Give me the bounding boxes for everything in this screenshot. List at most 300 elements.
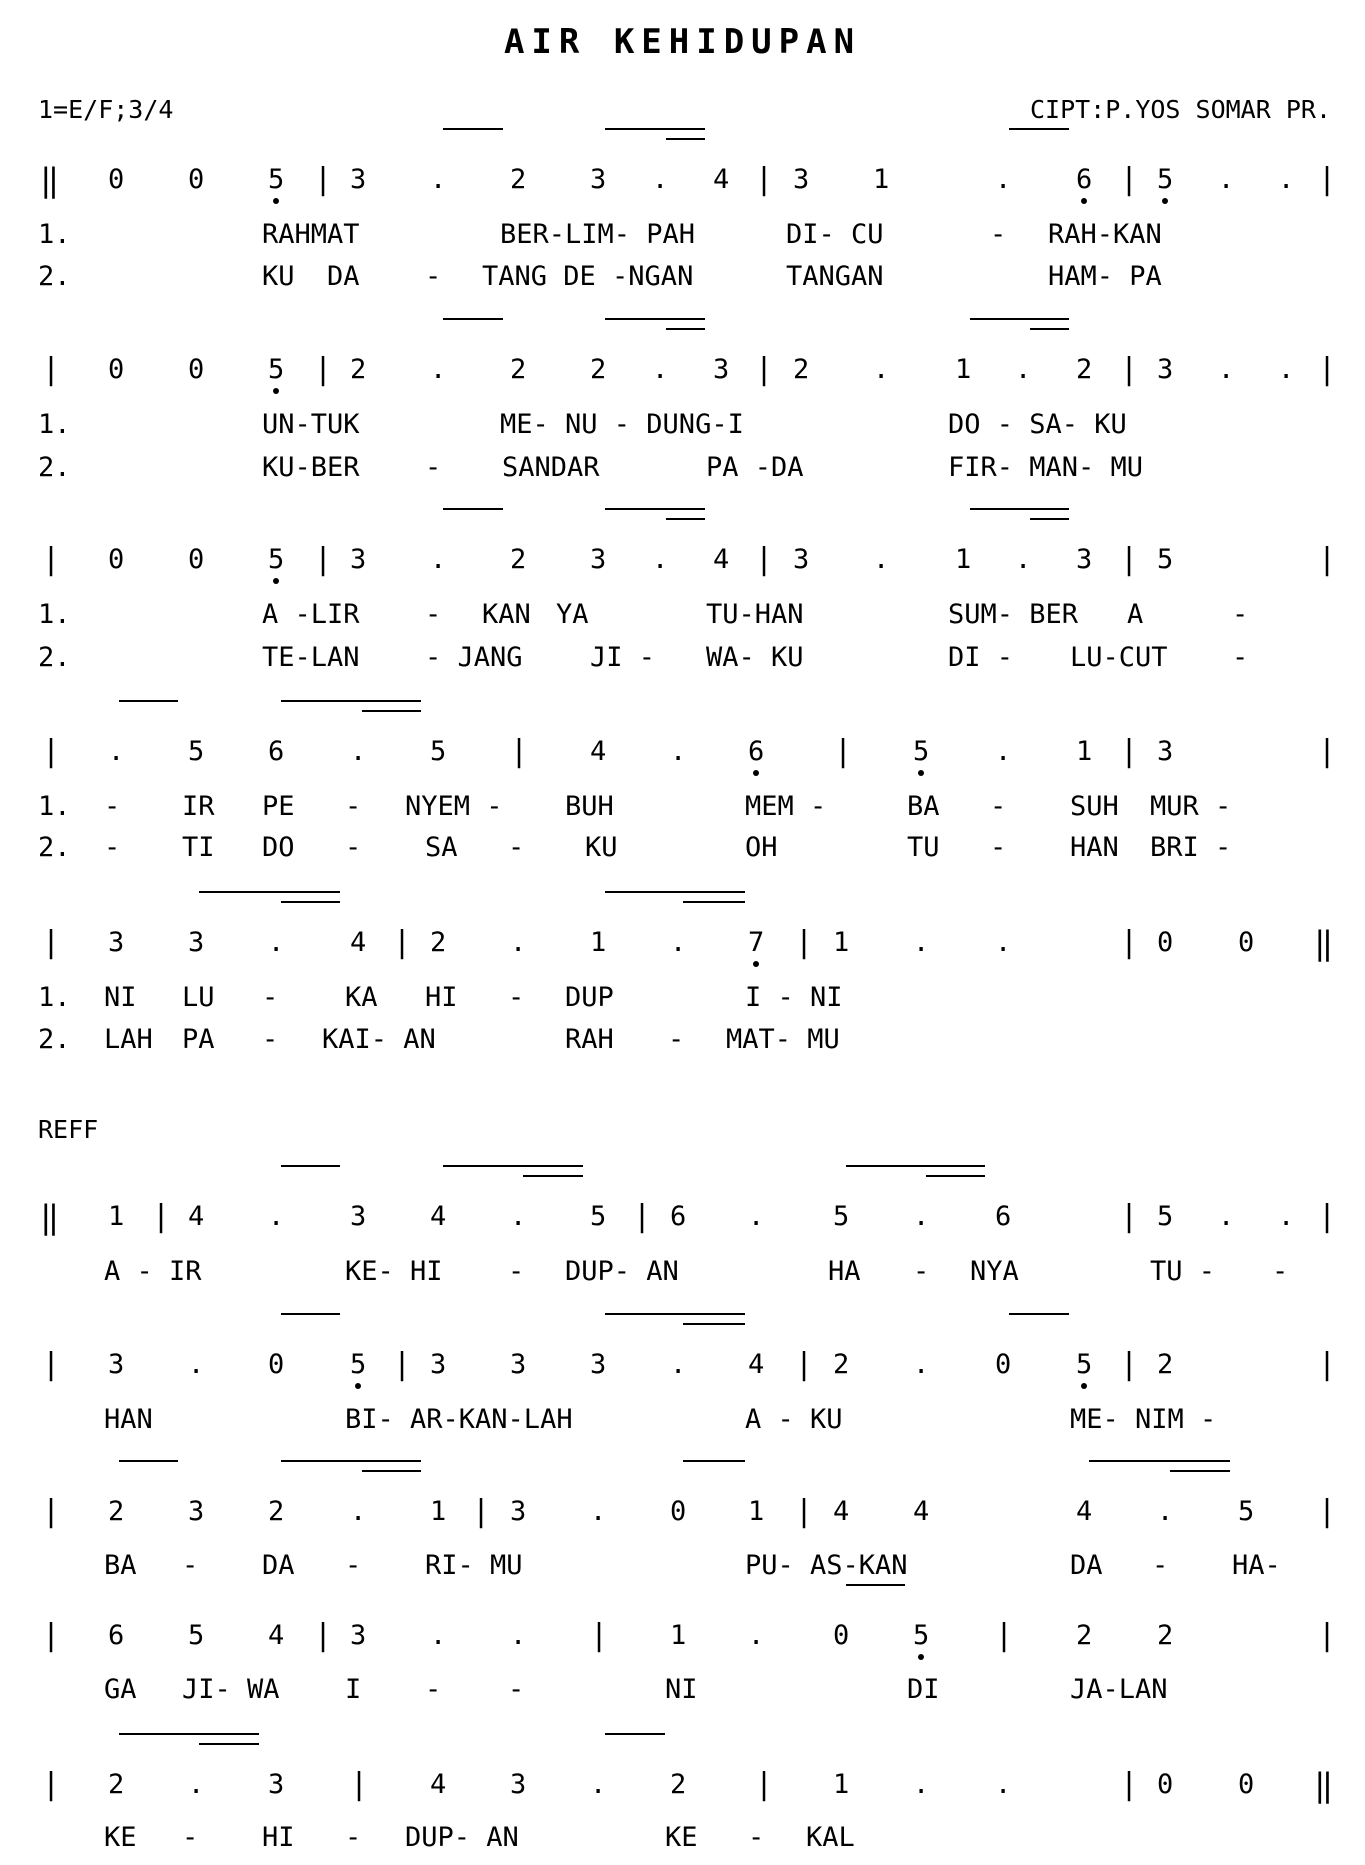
note: 2: [793, 354, 810, 385]
barline: |: [795, 1494, 814, 1529]
lyric-syllable: -: [508, 982, 525, 1013]
reff-label: REFF: [38, 1115, 99, 1144]
lyric-syllable: -: [1272, 1256, 1289, 1287]
verse-number: 2.: [38, 1024, 71, 1055]
beam-line: [443, 508, 503, 510]
lyric-syllable: YA: [556, 599, 589, 630]
lyric-syllable: HAN: [1070, 832, 1119, 863]
dot-extension: .: [748, 1620, 765, 1651]
beam-line: [281, 1460, 421, 1462]
note: 2: [268, 1496, 285, 1527]
note: 2: [833, 1349, 850, 1380]
note: 5: [1238, 1496, 1255, 1527]
note: 4: [713, 164, 730, 195]
note: 1: [833, 1769, 850, 1800]
barline: |: [755, 352, 774, 387]
barline: |: [1318, 1618, 1337, 1653]
lyric-syllable: -: [508, 1674, 525, 1705]
dot-extension: .: [652, 544, 669, 575]
lyric-syllable: MUR -: [1150, 791, 1232, 822]
note: 2: [510, 354, 527, 385]
beam-line: [443, 128, 503, 130]
lyric-syllable: DO: [262, 832, 295, 863]
lyric-syllable: -: [913, 1256, 930, 1287]
dot-extension: .: [430, 354, 447, 385]
verse-number: 1.: [38, 982, 71, 1013]
beam-line: [1009, 128, 1069, 130]
lyric-syllable: -: [182, 1822, 199, 1853]
lyric-syllable: -: [508, 832, 525, 863]
dot-extension: .: [995, 164, 1012, 195]
barline: |: [1120, 542, 1139, 577]
lower-octave-dot: [355, 1383, 361, 1389]
lyric-line: [0, 1675, 1365, 1705]
lyric-syllable: A - IR: [104, 1256, 202, 1287]
lyric-syllable: KAN: [482, 599, 531, 630]
beam-line: [1030, 518, 1069, 520]
lyric-syllable: PU- AS-KAN: [745, 1550, 908, 1581]
lyric-syllable: -: [1152, 1550, 1169, 1581]
lyric-line: [0, 643, 1365, 673]
dot-extension: .: [995, 736, 1012, 767]
barline: |: [42, 1494, 61, 1529]
barline: |: [995, 1618, 1014, 1653]
note: 5: [590, 1201, 607, 1232]
barline: |: [42, 1767, 61, 1802]
lyric-syllable: MEM -: [745, 791, 827, 822]
note: 0: [188, 354, 205, 385]
beam-line: [605, 891, 745, 893]
barline: |: [472, 1494, 491, 1529]
dot-extension: .: [873, 354, 890, 385]
notation-row: [0, 161, 1365, 199]
note: 4: [713, 544, 730, 575]
note: 3: [510, 1769, 527, 1800]
lyric-line: [0, 833, 1365, 863]
verse-number: 1.: [38, 409, 71, 440]
beam-line: [666, 328, 705, 330]
beam-line: [970, 318, 1069, 320]
lyric-syllable: -: [425, 261, 442, 292]
dot-extension: .: [670, 927, 687, 958]
barline: |: [314, 352, 333, 387]
note: 1: [748, 1496, 765, 1527]
note: 5: [268, 544, 285, 575]
dot-extension: .: [652, 164, 669, 195]
lyric-syllable: PE: [262, 791, 295, 822]
note: 0: [108, 164, 125, 195]
barline: |: [314, 542, 333, 577]
barline: |: [590, 1618, 609, 1653]
barline: |: [795, 925, 814, 960]
lyric-line: [0, 1257, 1365, 1287]
dot-extension: .: [873, 544, 890, 575]
barline: |: [1318, 1494, 1337, 1529]
lyric-syllable: -: [104, 791, 121, 822]
dot-extension: .: [1278, 164, 1295, 195]
barline: |: [42, 542, 61, 577]
note: 1: [833, 927, 850, 958]
notation-row: [0, 1347, 1365, 1382]
dot-extension: .: [590, 1769, 607, 1800]
lyric-syllable: BA: [907, 791, 940, 822]
lyric-syllable: TI: [182, 832, 215, 863]
lyric-syllable: DA: [262, 1550, 295, 1581]
lyric-syllable: -: [990, 791, 1007, 822]
lyric-line: [0, 262, 1365, 292]
lyric-syllable: -: [668, 1024, 685, 1055]
dot-extension: .: [1218, 1201, 1235, 1232]
verse-number: 2.: [38, 832, 71, 863]
note: 4: [268, 1620, 285, 1651]
note: 3: [793, 544, 810, 575]
note: 2: [510, 544, 527, 575]
lyric-syllable: HAN: [104, 1404, 153, 1435]
beam-line: [605, 1313, 745, 1315]
note: 1: [430, 1496, 447, 1527]
note: 0: [1157, 927, 1174, 958]
note: 3: [350, 544, 367, 575]
note: 5: [913, 1620, 930, 1651]
beam-line: [926, 1175, 985, 1177]
lyric-syllable: DI- CU: [786, 219, 884, 250]
beam-line: [666, 138, 705, 140]
barline: |: [1120, 1199, 1139, 1234]
lyric-syllable: DA: [1070, 1550, 1103, 1581]
dot-extension: .: [430, 544, 447, 575]
lyric-syllable: NYEM -: [405, 791, 503, 822]
barline: |: [314, 162, 333, 197]
lyric-syllable: NYA: [970, 1256, 1019, 1287]
beam-line: [683, 1323, 745, 1325]
verse-number: 1.: [38, 599, 71, 630]
note: 5: [1157, 1201, 1174, 1232]
note: 5: [913, 736, 930, 767]
dot-extension: .: [670, 736, 687, 767]
beam-line: [362, 710, 421, 712]
note: 6: [1076, 164, 1093, 195]
lyric-syllable: DI: [907, 1674, 940, 1705]
lower-octave-dot: [1081, 1383, 1087, 1389]
lyric-syllable: -: [104, 832, 121, 863]
lyric-line: [0, 1823, 1365, 1853]
note: 1: [590, 927, 607, 958]
barline: |: [1120, 1347, 1139, 1382]
lyric-syllable: NI: [665, 1674, 698, 1705]
lower-octave-dot: [1162, 198, 1168, 204]
lyric-syllable: SUH: [1070, 791, 1119, 822]
note: 2: [108, 1496, 125, 1527]
note: 2: [350, 354, 367, 385]
note: 2: [1076, 1620, 1093, 1651]
note: 0: [108, 354, 125, 385]
dot-extension: .: [268, 927, 285, 958]
lyric-syllable: TU -: [1150, 1256, 1216, 1287]
verse-number: 2.: [38, 452, 71, 483]
note: 0: [108, 544, 125, 575]
note: 2: [108, 1769, 125, 1800]
lyric-syllable: A - KU: [745, 1404, 843, 1435]
barline: |: [1318, 542, 1337, 577]
note: 3: [430, 1349, 447, 1380]
lyric-syllable: -: [425, 452, 442, 483]
beam-line: [281, 1165, 340, 1167]
beam-line: [605, 1733, 665, 1735]
lyric-syllable: HA: [828, 1256, 861, 1287]
dot-extension: .: [350, 736, 367, 767]
barline: |: [152, 1199, 171, 1234]
note: 1: [873, 164, 890, 195]
barline: |: [1318, 1199, 1337, 1234]
beam-line: [362, 1470, 421, 1472]
beam-line: [1030, 328, 1069, 330]
lyric-syllable: TANG DE -NGAN: [482, 261, 694, 292]
lyric-syllable: KE: [665, 1822, 698, 1853]
lyric-syllable: DUP: [565, 982, 614, 1013]
lyric-syllable: RI- MU: [425, 1550, 523, 1581]
beam-line: [666, 518, 705, 520]
dot-extension: .: [1278, 1201, 1295, 1232]
note: 3: [793, 164, 810, 195]
lyric-syllable: KAL: [806, 1822, 855, 1853]
barline: ‖: [40, 1198, 58, 1236]
note: 3: [108, 927, 125, 958]
beam-line: [683, 901, 745, 903]
dot-extension: .: [510, 1201, 527, 1232]
lyric-syllable: IR: [182, 791, 215, 822]
barline: |: [633, 1199, 652, 1234]
lyric-syllable: KE: [104, 1822, 137, 1853]
lyric-syllable: I: [345, 1674, 362, 1705]
lyric-syllable: KU: [585, 832, 618, 863]
beam-line: [605, 508, 705, 510]
lyric-syllable: -: [345, 791, 362, 822]
note: 0: [188, 164, 205, 195]
barline: |: [314, 1618, 333, 1653]
verse-number: 2.: [38, 261, 71, 292]
dot-extension: .: [913, 927, 930, 958]
lyric-line: [0, 220, 1365, 250]
note: 3: [510, 1496, 527, 1527]
dot-extension: .: [188, 1769, 205, 1800]
lyric-syllable: LU-CUT: [1070, 642, 1168, 673]
composer-credit: CIPT:P.YOS SOMAR PR.: [1029, 95, 1331, 124]
lyric-syllable: HI: [425, 982, 458, 1013]
dot-extension: .: [1015, 544, 1032, 575]
beam-line: [199, 1743, 259, 1745]
dot-extension: .: [188, 1349, 205, 1380]
note: 4: [590, 736, 607, 767]
note: 5: [833, 1201, 850, 1232]
beam-line: [1089, 1460, 1230, 1462]
note: 2: [1157, 1349, 1174, 1380]
beam-line: [119, 1460, 178, 1462]
lyric-syllable: -: [990, 832, 1007, 863]
note: 3: [1157, 354, 1174, 385]
verse-number: 1.: [38, 791, 71, 822]
note: 1: [670, 1620, 687, 1651]
lyric-syllable: PA: [182, 1024, 215, 1055]
barline: |: [755, 1767, 774, 1802]
beam-line: [281, 1313, 340, 1315]
barline: |: [755, 162, 774, 197]
dot-extension: .: [1278, 354, 1295, 385]
beam-line: [1009, 1313, 1069, 1315]
lyric-syllable: -: [345, 832, 362, 863]
lower-octave-dot: [273, 578, 279, 584]
beam-line: [970, 508, 1069, 510]
barline: |: [393, 1347, 412, 1382]
lyric-syllable: RAH: [565, 1024, 614, 1055]
dot-extension: .: [590, 1496, 607, 1527]
note: 1: [108, 1201, 125, 1232]
lyric-syllable: HA-: [1232, 1550, 1281, 1581]
beam-line: [605, 128, 705, 130]
dot-extension: .: [670, 1349, 687, 1380]
note: 6: [268, 736, 285, 767]
lyric-syllable: TU: [907, 832, 940, 863]
lyric-syllable: PA -DA: [706, 452, 804, 483]
notation-row: [0, 1494, 1365, 1529]
note: 4: [913, 1496, 930, 1527]
lyric-syllable: LAH: [104, 1024, 153, 1055]
beam-line: [443, 318, 503, 320]
barline: |: [350, 1767, 369, 1802]
lyric-syllable: WA- KU: [706, 642, 804, 673]
note: 5: [430, 736, 447, 767]
note: 3: [108, 1349, 125, 1380]
lyric-syllable: TE-LAN: [262, 642, 360, 673]
lyric-syllable: -: [1232, 642, 1249, 673]
note: 1: [955, 354, 972, 385]
beam-line: [683, 1460, 745, 1462]
beam-line: [199, 891, 340, 893]
lyric-syllable: TU-HAN: [706, 599, 804, 630]
note: 3: [590, 164, 607, 195]
barline: |: [1318, 162, 1337, 197]
note: 5: [1076, 1349, 1093, 1380]
lower-octave-dot: [273, 198, 279, 204]
notation-row: [0, 352, 1365, 387]
dot-extension: .: [430, 1620, 447, 1651]
dot-extension: .: [652, 354, 669, 385]
lyric-syllable: KU DA: [262, 261, 360, 292]
lyric-syllable: TANGAN: [786, 261, 884, 292]
barline: |: [1120, 734, 1139, 769]
barline: |: [42, 925, 61, 960]
barline: |: [510, 734, 529, 769]
lyric-syllable: LU: [182, 982, 215, 1013]
note: 1: [955, 544, 972, 575]
lyric-line: [0, 983, 1365, 1013]
barline: |: [42, 1347, 61, 1382]
lower-octave-dot: [753, 961, 759, 967]
note: 3: [713, 354, 730, 385]
lower-octave-dot: [1081, 198, 1087, 204]
note: 4: [1076, 1496, 1093, 1527]
barline: |: [1120, 162, 1139, 197]
dot-extension: .: [510, 927, 527, 958]
barline: ‖: [1314, 924, 1332, 962]
beam-line: [523, 1175, 583, 1177]
lyric-line: [0, 792, 1365, 822]
note: 3: [1076, 544, 1093, 575]
note: 7: [748, 927, 765, 958]
lyric-syllable: JI- WA: [182, 1674, 280, 1705]
song-title: AIR KEHIDUPAN: [503, 22, 862, 62]
dot-extension: .: [748, 1201, 765, 1232]
lower-octave-dot: [753, 770, 759, 776]
note: 5: [1157, 164, 1174, 195]
lower-octave-dot: [273, 388, 279, 394]
lyric-line: [0, 1405, 1365, 1435]
beam-line: [119, 1733, 259, 1735]
lyric-syllable: -: [345, 1550, 362, 1581]
note: 4: [833, 1496, 850, 1527]
lyric-syllable: DUP- AN: [565, 1256, 679, 1287]
lyric-syllable: -: [262, 982, 279, 1013]
note: 0: [1157, 1769, 1174, 1800]
dot-extension: .: [268, 1201, 285, 1232]
lyric-line: [0, 1025, 1365, 1055]
barline: ‖: [1314, 1766, 1332, 1804]
lyric-syllable: OH: [745, 832, 778, 863]
beam-line: [119, 700, 178, 702]
note: 6: [108, 1620, 125, 1651]
lyric-syllable: -: [748, 1822, 765, 1853]
note: 0: [995, 1349, 1012, 1380]
lyric-syllable: UN-TUK: [262, 409, 360, 440]
note: 2: [430, 927, 447, 958]
barline: |: [42, 1618, 61, 1653]
verse-number: 1.: [38, 219, 71, 250]
lyric-syllable: SANDAR: [502, 452, 600, 483]
barline: |: [42, 352, 61, 387]
barline: |: [1318, 1347, 1337, 1382]
dot-extension: .: [995, 927, 1012, 958]
dot-extension: .: [510, 1620, 527, 1651]
dot-extension: .: [1157, 1496, 1174, 1527]
dot-extension: .: [430, 164, 447, 195]
lyric-syllable: NI: [104, 982, 137, 1013]
lyric-syllable: RAH-KAN: [1048, 219, 1162, 250]
dot-extension: .: [108, 736, 125, 767]
lyric-syllable: -: [262, 1024, 279, 1055]
lyric-syllable: ME- NIM -: [1070, 1404, 1217, 1435]
verse-number: 2.: [38, 642, 71, 673]
note: 2: [670, 1769, 687, 1800]
barline: |: [1120, 1767, 1139, 1802]
lyric-line: [0, 1551, 1365, 1581]
dot-extension: .: [995, 1769, 1012, 1800]
lyric-syllable: FIR- MAN- MU: [948, 452, 1144, 483]
lyric-line: [0, 453, 1365, 483]
note: 0: [670, 1496, 687, 1527]
lyric-syllable: KE- HI: [345, 1256, 443, 1287]
note: 5: [350, 1349, 367, 1380]
barline: |: [393, 925, 412, 960]
note: 2: [1157, 1620, 1174, 1651]
note: 5: [268, 354, 285, 385]
barline: |: [1120, 925, 1139, 960]
lyric-syllable: -: [425, 599, 442, 630]
note: 3: [510, 1349, 527, 1380]
beam-line: [846, 1165, 985, 1167]
lyric-syllable: DI -: [948, 642, 1014, 673]
dot-extension: .: [1218, 354, 1235, 385]
note: 3: [590, 1349, 607, 1380]
beam-line: [281, 901, 340, 903]
